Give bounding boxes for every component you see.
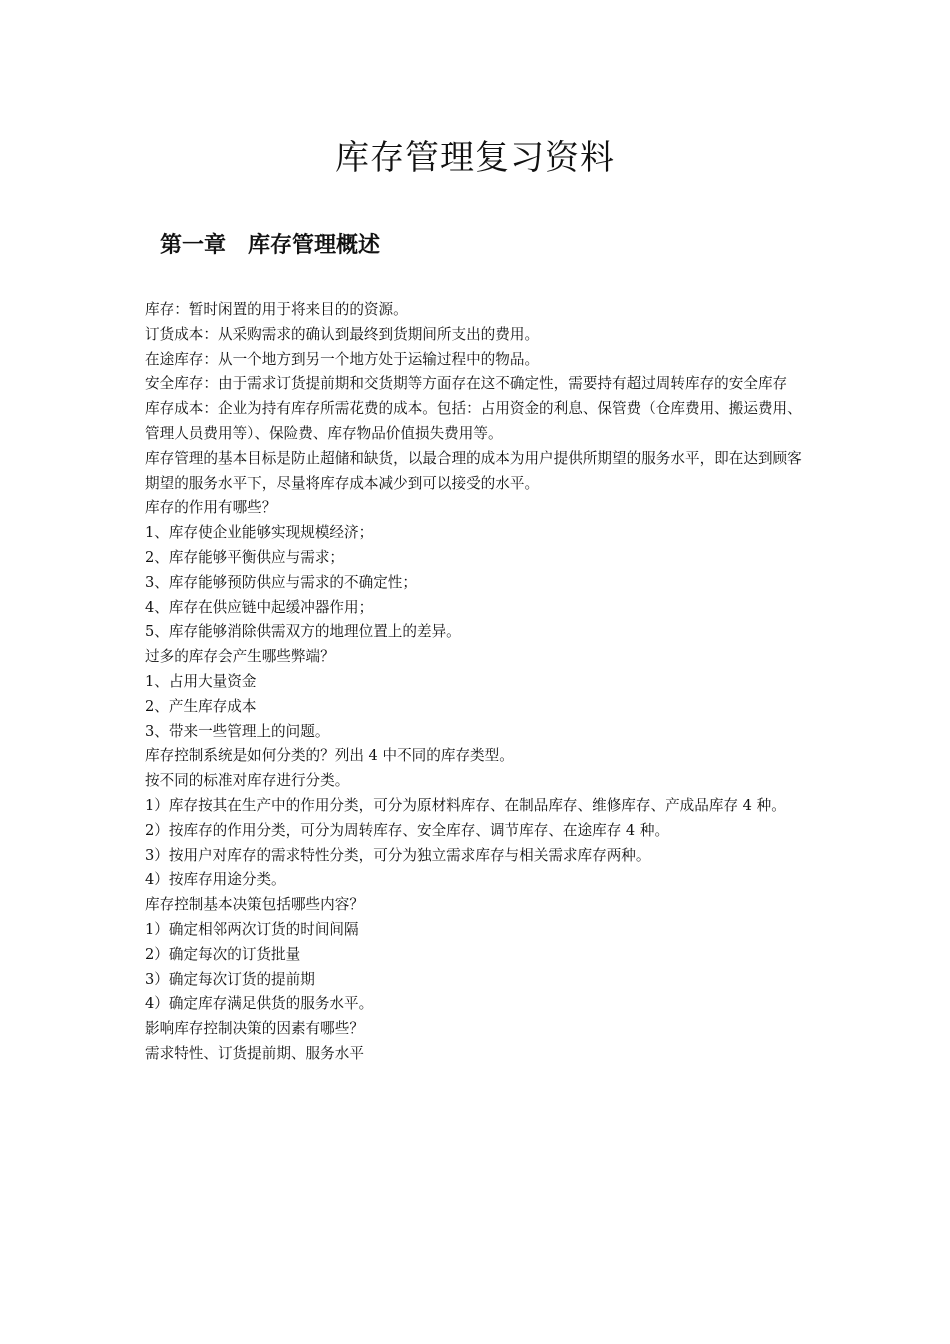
list-item: 2）按库存的作用分类，可分为周转库存、安全库存、调节库存、在途库存 4 种。 xyxy=(145,821,670,839)
paragraph: 订货成本：从采购需求的确认到最终到货期间所支出的费用。 xyxy=(145,325,540,343)
list-item: 2）确定每次的订货批量 xyxy=(145,945,301,963)
list-item: 1、占用大量资金 xyxy=(145,672,257,690)
paragraph: 库存的作用有哪些？ xyxy=(145,499,277,517)
paragraph: 过多的库存会产生哪些弊端？ xyxy=(145,648,335,666)
document-title: 库存管理复习资料 xyxy=(335,138,615,178)
list-item: 2、产生库存成本 xyxy=(145,697,257,715)
chapter-title: 第一章 库存管理概述 xyxy=(160,233,381,258)
paragraph: 库存成本：企业为持有库存所需花费的成本。包括：占用资金的利息、保管费（仓库费用、搬运费用、管理人员费用等）、保险费、库存物品价值损失费用等。 xyxy=(145,400,802,442)
list-item: 3、带来一些管理上的问题。 xyxy=(145,722,330,740)
list-item: 1）库存按其在生产中的作用分类，可分为原材料库存、在制品库存、维修库存、产成品库存 4 种。 xyxy=(145,796,786,814)
paragraph: 库存控制系统是如何分类的？列出 4 中不同的库存类型。 xyxy=(145,747,514,765)
list-item: 4）确定库存满足供货的服务水平。 xyxy=(145,995,374,1013)
list-item: 4）按库存用途分类。 xyxy=(145,871,286,889)
list-item: 1、库存使企业能够实现规模经济； xyxy=(145,524,374,542)
paragraph: 库存控制基本决策包括哪些内容？ xyxy=(145,896,364,914)
list-item: 3）确定每次订货的提前期 xyxy=(145,970,315,988)
paragraph: 影响库存控制决策的因素有哪些？ xyxy=(145,1020,364,1038)
paragraph: 库存管理的基本目标是防止超储和缺货，以最合理的成本为用户提供所期望的服务水平，即在达到顾客期望的服务水平下，尽量将库存成本减少到可以接受的水平。 xyxy=(145,449,802,492)
list-item: 3）按用户对库存的需求特性分类，可分为独立需求库存与相关需求库存两种。 xyxy=(145,846,651,864)
list-item: 1）确定相邻两次订货的时间间隔 xyxy=(145,920,359,938)
list-item: 2、库存能够平衡供应与需求； xyxy=(145,548,345,566)
document-body xyxy=(145,298,810,1067)
list-item: 3、库存能够预防供应与需求的不确定性； xyxy=(145,573,417,591)
paragraph: 安全库存：由于需求订货提前期和交货期等方面存在这不确定性，需要持有超过周转库存的安全库存 xyxy=(145,375,788,393)
paragraph: 库存：暂时闲置的用于将来目的的资源。 xyxy=(145,301,408,318)
paragraph: 按不同的标准对库存进行分类。 xyxy=(145,772,350,790)
paragraph: 在途库存：从一个地方到另一个地方处于运输过程中的物品。 xyxy=(145,350,540,368)
paragraph: 需求特性、订货提前期、服务水平 xyxy=(145,1044,364,1062)
list-item: 5、库存能够消除供需双方的地理位置上的差异。 xyxy=(145,623,461,641)
list-item: 4、库存在供应链中起缓冲器作用； xyxy=(145,598,374,616)
